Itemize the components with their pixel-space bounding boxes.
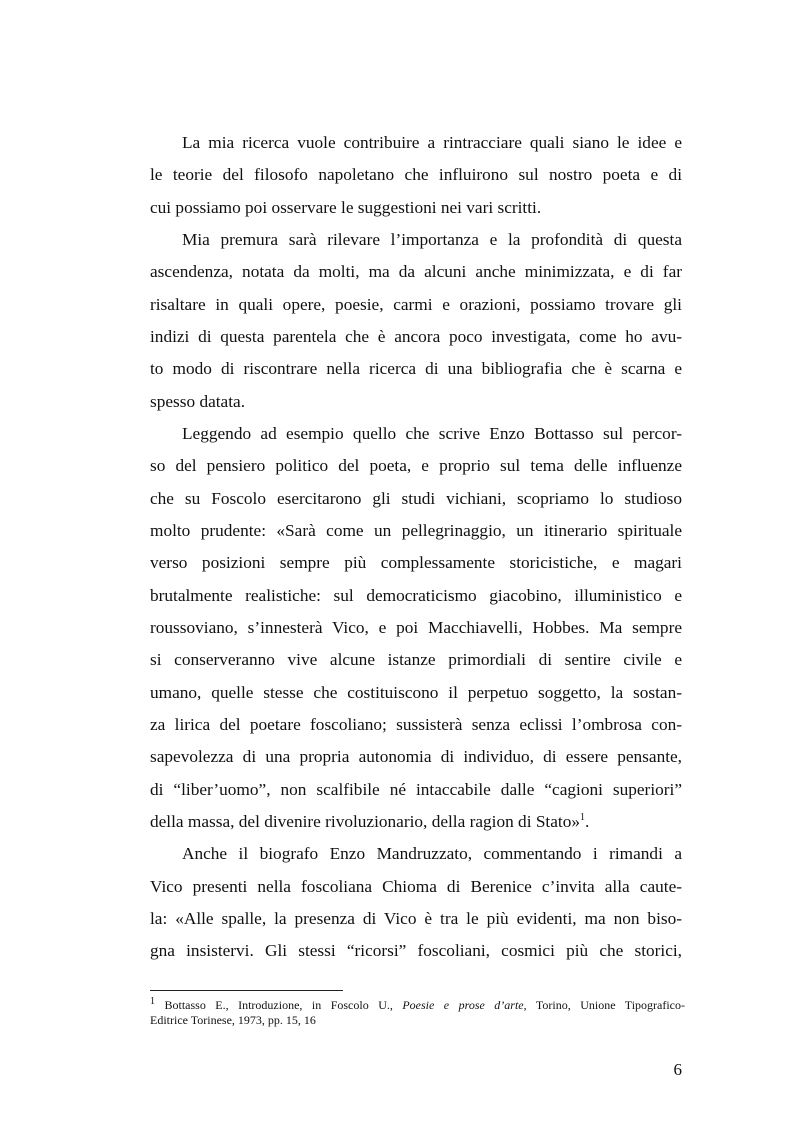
- text-line: la: «Alle spalle, la presenza di Vico è tra le più evidenti, ma non biso-: [150, 909, 682, 928]
- text-line: Mia premura sarà rilevare l’importanza e la profondità di questa: [182, 230, 682, 249]
- footnote-line: [150, 998, 685, 1013]
- text-line: spesso datata.: [150, 392, 246, 411]
- text-line: molto prudente: «Sarà come un pellegrinaggio, un itinerario spirituale: [150, 521, 682, 540]
- text-line: roussoviano, s’innesterà Vico, e poi Macchiavelli, Hobbes. Ma sempre: [150, 618, 682, 637]
- text-line: ascendenza, notata da molti, ma da alcuni anche minimizzata, e di far: [150, 262, 682, 281]
- text-line: umano, quelle stesse che costituiscono il perpetuo soggetto, la sostan-: [150, 683, 682, 702]
- footnote-line: Editrice Torinese, 1973, pp. 15, 16: [150, 1013, 316, 1027]
- footnote-reference: 1: [580, 812, 585, 824]
- text-line: brutalmente realistiche: sul democraticismo giacobino, illuministico e: [150, 586, 682, 605]
- text-line: indizi di questa parentela che è ancora poco investigata, come ho avu-: [150, 327, 682, 346]
- footnote-text: Bottasso E., Introduzione, in Foscolo U.,: [155, 998, 403, 1012]
- text-line: gna insistervi. Gli stessi “ricorsi” foscoliani, cosmici più che storici,: [150, 941, 682, 960]
- text-line: Anche il biografo Enzo Mandruzzato, commentando i rimandi a: [182, 844, 682, 863]
- footnote-number: 1: [150, 996, 155, 1007]
- footnote-separator: [150, 990, 343, 991]
- text-line: si conserveranno vive alcune istanze primordiali di sentire civile e: [150, 650, 682, 669]
- text-line: verso posizioni sempre più complessamente storicistiche, e magari: [150, 553, 682, 572]
- text-line: La mia ricerca vuole contribuire a rintracciare quali siano le idee e: [182, 133, 682, 152]
- text-line: che su Foscolo esercitarono gli studi vichiani, scopriamo lo studioso: [150, 489, 682, 508]
- text-line: della massa, del divenire rivoluzionario, della ragion di Stato»$^1$.: [150, 812, 590, 831]
- page-number: 6: [673, 1060, 682, 1079]
- quote-end-text: della massa, del divenire rivoluzionario, della ragion di Stato»: [150, 812, 580, 831]
- text-line: le teorie del filosofo napoletano che influirono sul nostro poeta e di: [150, 165, 682, 184]
- text-line: to modo di riscontrare nella ricerca di una bibliografia che è scarna e: [150, 359, 682, 378]
- footnote-book-title: Poesie e prose d’arte: [402, 998, 524, 1012]
- text-line: za lirica del poetare foscoliano; sussisterà senza eclissi l’ombrosa con-: [150, 715, 682, 734]
- text-line: Vico presenti nella foscoliana Chioma di Berenice c’invita alla caute-: [150, 877, 682, 896]
- text-line: Leggendo ad esempio quello che scrive Enzo Bottasso sul percor-: [182, 424, 682, 443]
- text-line: sapevolezza di una propria autonomia di individuo, di essere pensante,: [150, 747, 682, 766]
- text-line: cui possiamo poi osservare le suggestioni nei vari scritti.: [150, 198, 542, 217]
- text-line: risaltare in quali opere, poesie, carmi e orazioni, possiamo trovare gli: [150, 295, 682, 314]
- text-line: so del pensiero politico del poeta, e proprio sul tema delle influenze: [150, 456, 682, 475]
- footnote-text: , Torino, Unione Tipografico-: [523, 998, 686, 1012]
- text-line: di “liber’uomo”, non scalfibile né intaccabile dalle “cagioni superiori”: [150, 780, 682, 799]
